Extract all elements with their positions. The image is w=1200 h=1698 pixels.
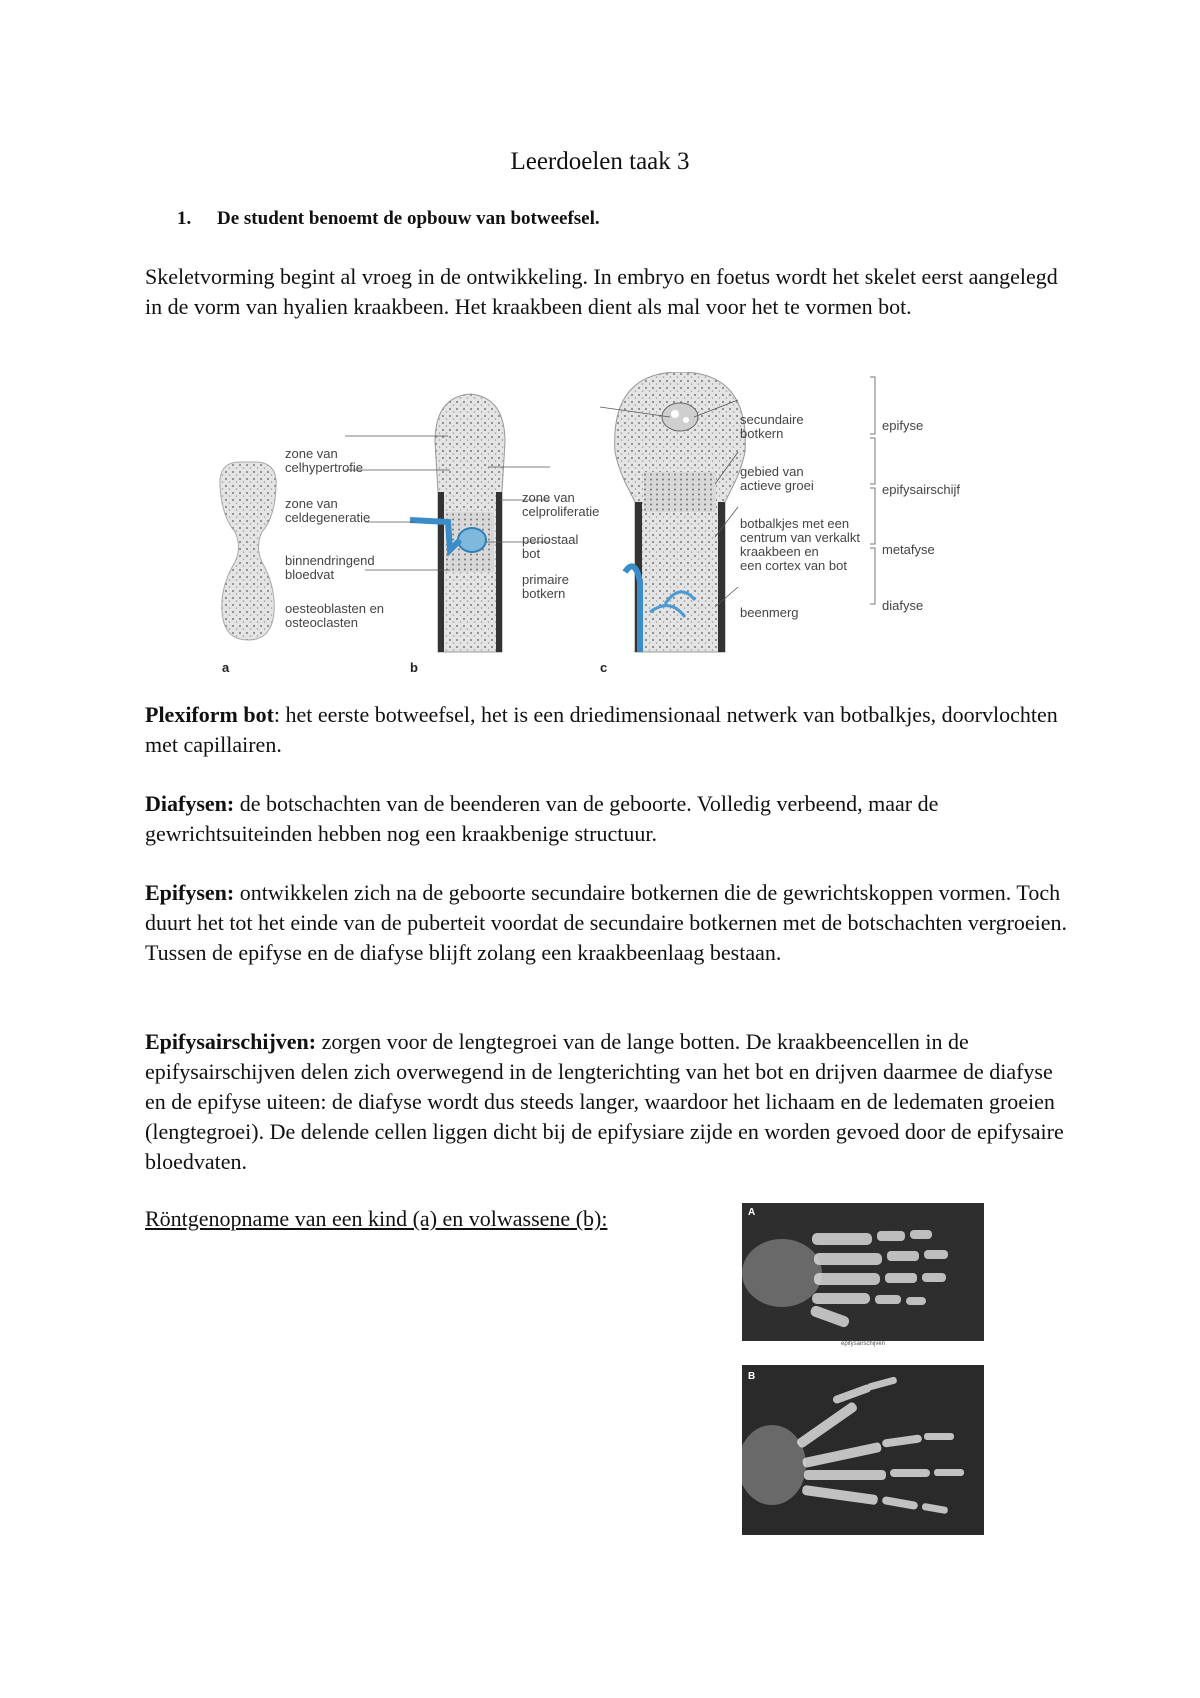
- label-c-7: kraakbeen en: [740, 544, 819, 559]
- term-epifysen: Epifysen:: [145, 880, 235, 905]
- label-c-3: gebied van: [740, 464, 804, 479]
- definition-epifysairschijven: [145, 1027, 1075, 1177]
- label-c-5: botbalkjes met een: [740, 516, 850, 531]
- label-c-4: actieve groei: [740, 478, 814, 493]
- label-b-5: binnendringend: [285, 553, 375, 568]
- definition-diafysen: [145, 789, 1075, 849]
- panel-a-cartilage-model: [220, 462, 276, 640]
- text-plexiform: het eerste botweefsel, het is een driedimensionaal netwerk van botbalkjes, doorvlochten met capillairen.: [145, 702, 1058, 757]
- term-diafysen: Diafysen:: [145, 791, 235, 816]
- panel-letter-c: c: [600, 660, 608, 675]
- definition-plexiform: [145, 700, 1075, 760]
- objective-number: 1.: [177, 208, 192, 229]
- xray-letter-a: A: [748, 1207, 756, 1218]
- label-mid-2: celproliferatie: [522, 504, 600, 519]
- objective-text: De student benoemt de opbouw van botweefsel.: [217, 208, 600, 229]
- region-metafyse: metafyse: [882, 542, 935, 557]
- label-mid-1: zone van: [522, 490, 575, 505]
- intro-paragraph: Skeletvorming begint al vroeg in de ontwikkeling. In embryo en foetus wordt het skelet eerst aangelegd in de vorm van hyalien kraakbeen. Het kraakbeen dient als mal voor het te vormen bot.: [145, 264, 1058, 319]
- label-b-1: zone van: [285, 446, 338, 461]
- page-title: Leerdoelen taak 3: [510, 148, 690, 175]
- xray-child-image: [742, 1203, 984, 1341]
- panel-letter-b: b: [410, 660, 418, 675]
- xray-letter-b: B: [748, 1371, 756, 1382]
- region-diafyse: diafyse: [882, 598, 924, 613]
- label-b-2: celhypertrofie: [285, 460, 364, 475]
- learning-objective: [177, 208, 600, 230]
- term-plexiform: Plexiform bot: [145, 702, 274, 727]
- label-b-6: bloedvat: [285, 567, 335, 582]
- panel-c-secondary-ossification: [600, 372, 875, 652]
- panel-letter-a: a: [222, 660, 230, 675]
- label-b-8: osteoclasten: [285, 615, 358, 630]
- label-mid-4: bot: [522, 546, 541, 561]
- definition-epifysen: [145, 878, 1075, 968]
- label-b-4: celdegeneratie: [285, 510, 371, 525]
- label-c-9: beenmerg: [740, 605, 799, 620]
- label-mid-3: periostaal: [522, 532, 579, 547]
- xray-caption: Röntgenopname van een kind (a) en volwassene (b):: [145, 1206, 608, 1231]
- label-mid-6: botkern: [522, 586, 566, 601]
- text-epifysairschijven: zorgen voor de lengtegroei van de lange botten. De kraakbeencellen in de epifysairschijven delen zich overwegend in de lengterichting van het bot en drijven daarmee de diafyse en de epifyse uiteen: de diafyse wordt dus steeds langer, waardoor het lichaam en de ledematen groeien (lengtegroei). De delende cellen liggen dicht bij de epifysiare zijde en worden gevoed door de epifysaire bloedvaten.: [145, 1029, 1064, 1174]
- label-mid-5: primaire: [522, 572, 569, 587]
- text-diafysen: de botschachten van de beenderen van de geboorte. Volledig verbeend, maar de gewrichtsuiteinden hebben nog een kraakbenige structuur.: [145, 791, 939, 846]
- xray-sublabel: epifysairschijven: [840, 1341, 886, 1347]
- label-b-7: oesteoblasten en: [285, 601, 385, 616]
- bone-development-figure: [210, 372, 1010, 682]
- term-epifysairschijven: Epifysairschijven:: [145, 1029, 317, 1054]
- xray-adult-image: [742, 1365, 984, 1535]
- label-c-8: een cortex van bot: [740, 558, 847, 573]
- label-c-6: centrum van verkalkt: [740, 530, 860, 545]
- label-c-2: botkern: [740, 426, 784, 441]
- region-epifysairschijf: epifysairschijf: [882, 482, 961, 497]
- region-epifyse: epifyse: [882, 418, 924, 433]
- text-epifysen: ontwikkelen zich na de geboorte secundaire botkernen die de gewrichtskoppen vormen. Toch duurt het tot het einde van de puberteit voordat de secundaire botkernen met de botschachten vergroeien. Tussen de epifyse en de diafyse blijft zolang een kraakbeenlaag bestaan.: [145, 880, 1068, 965]
- sep-plexiform: :: [273, 702, 281, 727]
- label-c-1: secundaire: [740, 412, 804, 427]
- label-b-3: zone van: [285, 496, 338, 511]
